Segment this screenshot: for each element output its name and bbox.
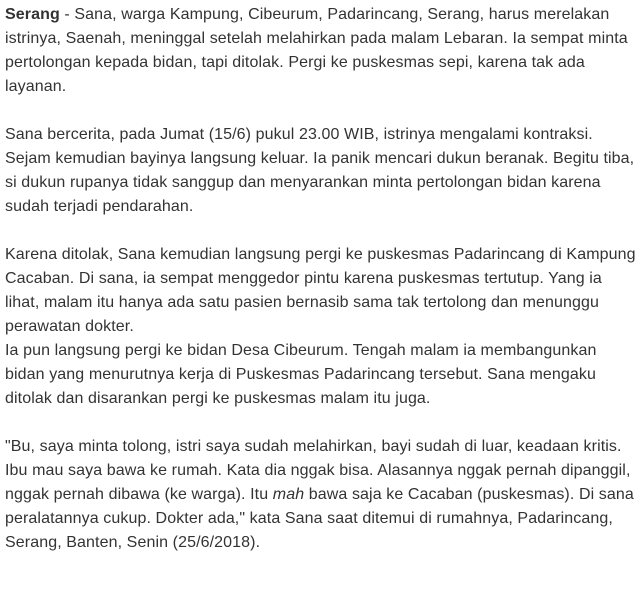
quote-italic-word: mah	[272, 486, 305, 503]
dateline: Serang	[5, 6, 60, 23]
quote-text-part-1: "Bu, saya minta tolong, istri saya sudah melahirkan, bayi sudah di luar, keadaan kritis. Ibu mau saya bawa ke rumah. Kata dia nggak bisa. Alasannya nggak pernah dipanggil, nggak pernah dibawa (ke warga). Itu	[5, 438, 631, 503]
paragraph-1	[5, 3, 637, 99]
paragraph-4: Ia pun langsung pergi ke bidan Desa Cibeurum. Tengah malam ia membangunkan bidan yang menurutnya kerja di Puskesmas Padarincang tersebut. Sana mengaku ditolak dan disarankan pergi ke puskesmas malam itu juga.	[5, 342, 597, 407]
paragraph-2: Sana bercerita, pada Jumat (15/6) pukul 23.00 WIB, istrinya mengalami kontraksi. Sejam kemudian bayinya langsung keluar. Ia panik mencari dukun beranak. Begitu tiba, si dukun rupanya tidak sanggup dan menyarankan minta pertolongan bidan karena sudah terjadi pendarahan.	[5, 126, 635, 215]
paragraph-1-text: - Sana, warga Kampung, Cibeurum, Padarincang, Serang, harus merelakan istrinya, Saenah, meninggal setelah melahirkan pada malam Lebaran. Ia sempat minta pertolongan kepada bidan, tapi ditolak. Pergi ke puskesmas sepi, karena tak ada layanan.	[5, 6, 628, 95]
quote-text-part-2: bawa saja ke Cacaban (puskesmas). Di sana peralatannya cukup. Dokter ada," kata Sana saat ditemui di rumahnya, Padarincang, Serang, Banten, Senin (25/6/2018).	[5, 486, 634, 551]
paragraph-3: Karena ditolak, Sana kemudian langsung pergi ke puskesmas Padarincang di Kampung Cacaban. Di sana, ia sempat menggedor pintu karena puskesmas tertutup. Yang ia lihat, malam itu hanya ada satu pasien bernasib sama tak tertolong dan menunggu perawatan dokter.	[5, 246, 636, 335]
paragraph-5	[5, 435, 637, 555]
